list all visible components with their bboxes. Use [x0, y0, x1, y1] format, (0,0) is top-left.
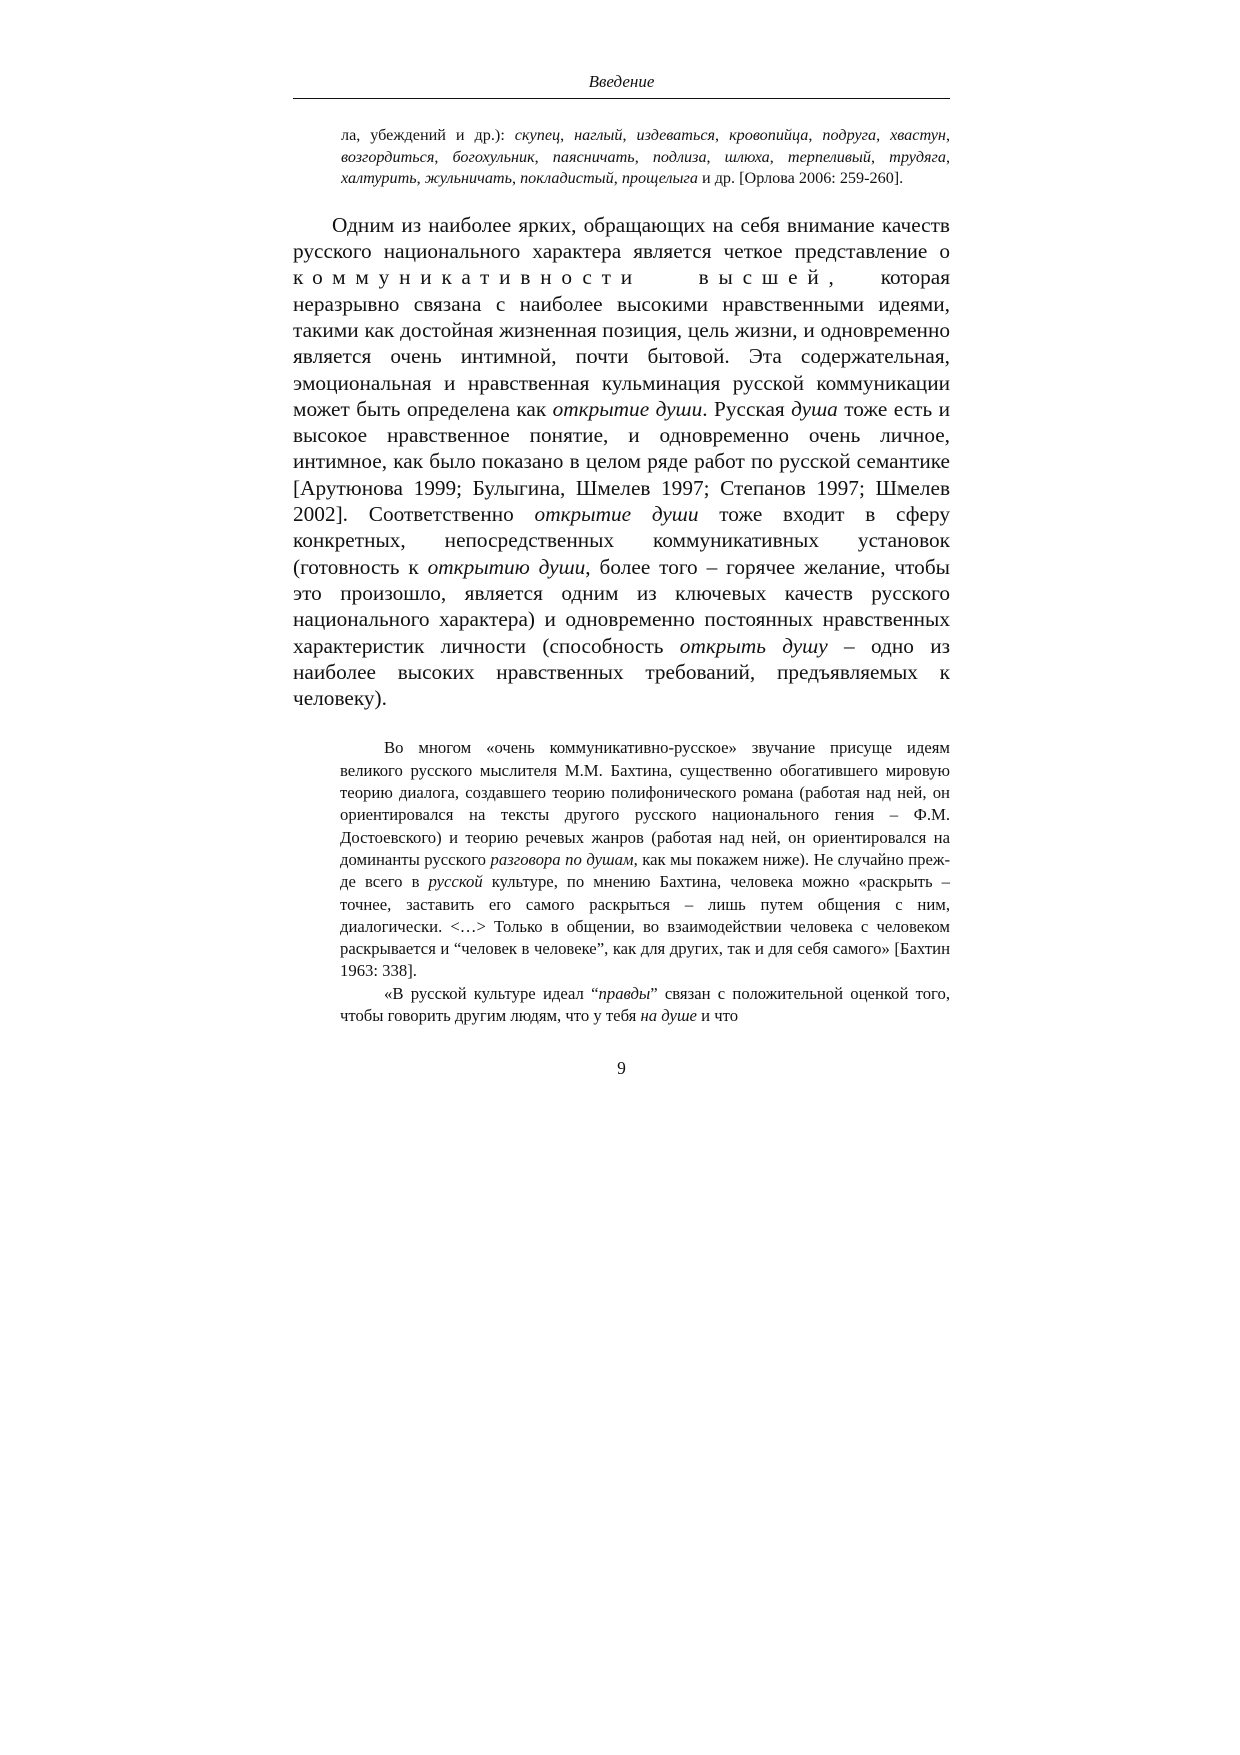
- text-run: ,: [876, 126, 891, 144]
- text-run: , как мы покажем ниже). Не случайно прежде всего в: [340, 849, 951, 892]
- spaced-emphasis: коммуникативности высшей: [293, 265, 829, 290]
- text-run: тоже входит в сферу конкретных, непосредственных коммуникативных установок (готовность к: [293, 502, 950, 579]
- text-run: ,: [871, 147, 890, 166]
- italic-term: открытию души: [427, 554, 586, 579]
- text-run: тоже есть и высокое нравственное понятие, и одновременно очень личное, интимное, как было показано в целом ряде работ по русской семантике [Арутюнова 1999; Булыгина, Шмелев 1997; Степанов 1997; Шмелев 2002]. Соответственно: [293, 396, 950, 527]
- italic-term: правды: [598, 983, 651, 1003]
- text-run: культуре, по мнению Бахтина, человека можно «раскрыть – точнее, заставить его самого раскрыться – лишь путем общения с ним, диалогически. <…> Только в общении, во взаимодействии человека с человеком раскрывается и “человек в человеке”, как для других, так и для себя самого» [Бахтин 1963: 338].: [340, 872, 950, 981]
- italic-term: возгордиться: [341, 147, 435, 166]
- italic-term: хвастун: [890, 126, 946, 144]
- text-run: ,: [945, 147, 951, 166]
- italic-term: русской: [428, 872, 483, 892]
- running-header: Введение: [588, 72, 655, 91]
- text-run: ,: [945, 126, 951, 144]
- italic-term: шлюха: [724, 147, 770, 166]
- italic-term: скупец: [514, 126, 561, 144]
- excerpt-paragraph: [340, 983, 950, 1028]
- quoted-word-list: [341, 125, 950, 190]
- text-run: ,: [560, 126, 575, 144]
- text-run: ,: [434, 147, 453, 166]
- text-run: ,: [511, 169, 521, 188]
- header-rule: [293, 98, 950, 99]
- italic-term: покладистый: [520, 169, 614, 188]
- text-run: ,: [715, 126, 730, 144]
- text-run: , более того – горячее желание, чтобы это произошло, является одним из ключевых качеств русского национального характера) и одновременно постоянных нравственных характеристик личности (способность: [293, 554, 950, 658]
- italic-term: на душе: [640, 1005, 697, 1025]
- italic-term: открытие души: [534, 502, 699, 527]
- italic-term: богохульник: [452, 147, 535, 166]
- italic-term: разговора по душам: [490, 849, 634, 869]
- excerpt-paragraph: [340, 737, 950, 982]
- text-run: ,: [706, 147, 725, 166]
- italic-term: открыть душу: [679, 633, 828, 658]
- italic-term: кровопийца: [729, 126, 809, 144]
- main-paragraph: [293, 212, 950, 712]
- italic-term: подлиза: [652, 147, 707, 166]
- italic-term: трудяга: [889, 147, 946, 166]
- text-run: и др. [Орлова 2006: 259-260].: [697, 169, 904, 188]
- text-run: ,: [613, 169, 622, 188]
- text-run: ,: [416, 169, 425, 188]
- italic-term: паясничать: [552, 147, 635, 166]
- text-run: Одним из наиболее ярких, обращающих на себя внимание качеств русского национального характера является четкое представление о: [293, 212, 950, 264]
- italic-term: подруга: [822, 126, 877, 144]
- text-run: ” связан с положительной оценкой того, чтобы говорить другим людям, что у тебя: [340, 983, 950, 1025]
- book-page: [293, 72, 950, 1079]
- text-run: и что: [696, 1005, 739, 1025]
- text-run: Во многом «очень коммуникативно-русское» звучание присуще идеям великого русского мыслителя М.М. Бахтина, существенно обогатившего мировую теорию диалога, создавшего теорию полифонического романа (работая над ней, он ориентировался на тексты другого русского национального гения – Ф.М. Достоевского) и теорию речевых жанров (работая над ней, он ориентировался на доминанты русского: [340, 738, 950, 869]
- text-run: – одно из наиболее высоких нравственных требований, предъявляемых к человеку).: [293, 633, 951, 711]
- text-run: . Русская: [702, 396, 792, 421]
- text-run: «В русской культуре идеал “: [384, 983, 599, 1003]
- text-run: ,: [634, 147, 653, 166]
- italic-term: душа: [791, 396, 838, 421]
- text-run: ,: [769, 147, 788, 166]
- text-run: , которая неразрывно связана с наиболее высокими нравственными идеями, такими как достойная жизненная позиция, цель жизни, и одновременно является очень интимной, почти бытовой. Эта содержательная, эмоциональная и нравственная кульминация русской коммуникации может быть определена как: [293, 265, 950, 421]
- italic-term: открытие души: [552, 396, 703, 421]
- italic-term: халтурить: [341, 169, 417, 188]
- italic-term: прощелыга: [621, 169, 698, 188]
- italic-term: наглый: [574, 126, 623, 144]
- excerpt-block: [340, 737, 950, 1027]
- text-run: ,: [808, 126, 823, 144]
- text-run: ,: [622, 126, 637, 144]
- text-run: ,: [534, 147, 553, 166]
- page-number: 9: [617, 1058, 626, 1079]
- text-run: ла, убеждений и др.):: [341, 126, 515, 144]
- italic-term: жульничать: [424, 169, 512, 188]
- italic-term: издеваться: [636, 126, 716, 144]
- italic-term: терпеливый: [787, 147, 871, 166]
